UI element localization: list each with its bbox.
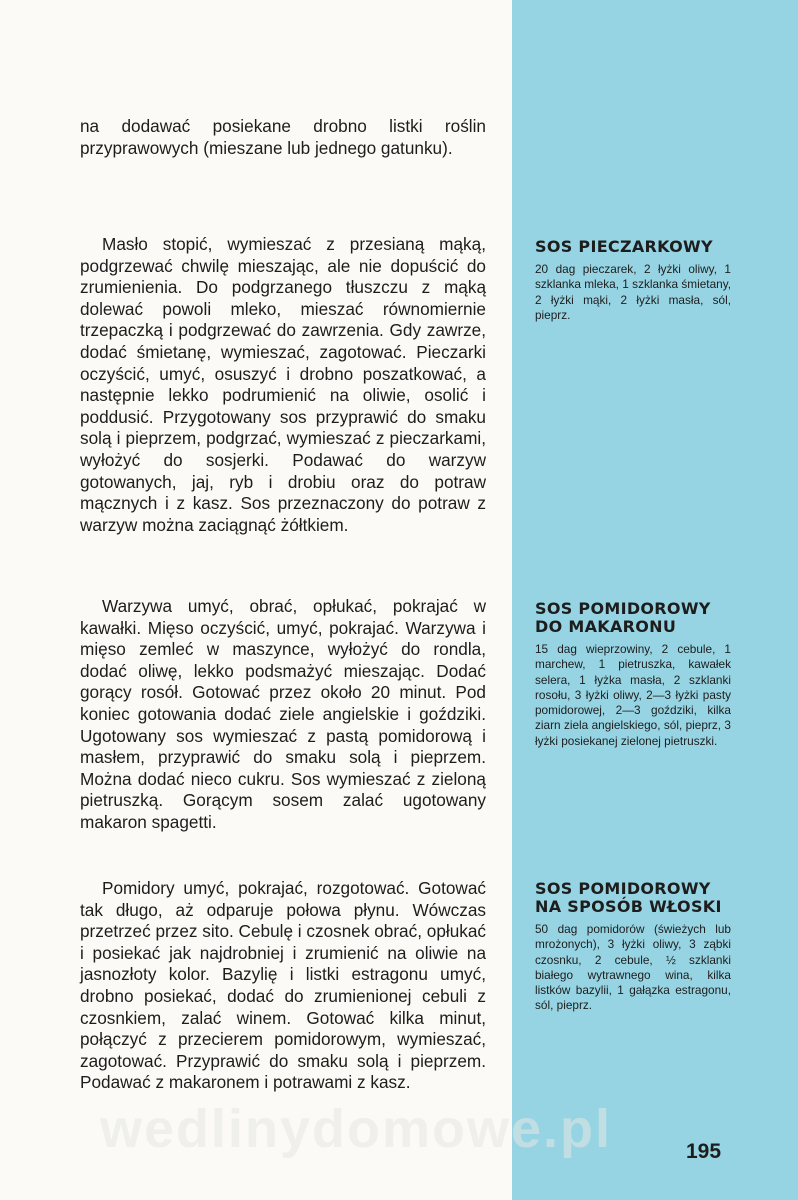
recipe-1-box	[535, 238, 731, 323]
recipe-2-instructions-block	[80, 596, 486, 834]
recipe-3-instructions: Pomidory umyć, pokrajać, rozgotować. Gotować tak długo, aż odparuje połowa płynu. Wówczas przetrzeć przez sito. Cebulę i czosnek obrać, opłukać i posiekać jak najdrobniej i zrumienić na oliwie na jasnozłoty kolor. Bazylię i listki estragonu umyć, drobno posiekać, dodać do zrumienionej cebuli z czosnkiem, zalać winem. Gotować kilka minut, połączyć z przecierem pomidorowym, wymieszać, zagotować. Przyprawić do smaku solą i pieprzem. Podawać z makaronem i potrawami z kasz.	[80, 878, 487, 1093]
recipe-1-ingredients: 20 dag pieczarek, 2 łyżki oliwy, 1 szklanka mleka, 1 szklanka śmietany, 2 łyżki mąki, 2 łyżki masła, sól, pieprz.	[535, 262, 731, 322]
watermark: wedlinydomowe.pl	[100, 1099, 613, 1159]
recipe-2-box	[535, 600, 731, 749]
page-number: 195	[686, 1140, 722, 1163]
recipe-2-ingredients: 15 dag wieprzowiny, 2 cebule, 1 marchew, 1 pietruszka, kawałek selera, 1 łyżka masła, 2 szklanki rosołu, 3 łyżki oliwy, 2—3 łyżki pasty pomidorowej, 2—3 goździki, kilka ziarn ziela angielskiego, sól, pieprz, 3 łyżki posiekanej zielonej pietruszki.	[535, 642, 731, 748]
recipe-3-ingredients: 50 dag pomidorów (świeżych lub mrożonych), 3 łyżki oliwy, 3 ząbki czosnku, 2 cebule, ½ szklanki białego wytrawnego wina, kilka listków bazylii, 1 gałązka estragonu, sól, pieprz.	[535, 922, 731, 1013]
recipe-1-title: SOS PIECZARKOWY	[535, 237, 713, 256]
recipe-1-instructions-block	[80, 234, 486, 536]
recipe-2-instructions: Warzywa umyć, obrać, opłukać, pokrajać w kawałki. Mięso oczyścić, umyć, pokrajać. Warzywa i mięso zemleć w maszynce, wyłożyć do rondla, dodać oliwę, lekko podsmażyć mieszając. Dodać gorący rosół. Gotować przez około 20 minut. Pod koniec gotowania dodać ziele angielskie i goździki. Ugotowany sos wymieszać z pastą pomidorową i masłem, przyprawić do smaku solą i pieprzem. Można dodać nieco cukru. Sos wymieszać z zieloną pietruszką. Gorącym sosem zalać ugotowany makaron spagetti.	[80, 596, 486, 832]
recipe-3-instructions-block	[80, 878, 486, 1094]
recipe-2-title: SOS POMIDOROWY DO MAKARONU	[535, 599, 711, 636]
recipe-3-box	[535, 880, 731, 1014]
recipe-3-title: SOS POMIDOROWY NA SPOSÓB WŁOSKI	[535, 879, 722, 916]
intro-paragraph-block	[80, 116, 486, 159]
recipe-1-instructions: Masło stopić, wymieszać z przesianą mąką, podgrzewać chwilę mieszając, ale nie dopuścić do zrumienienia. Do podgrzanego tłuszczu z mąką dolewać powoli mleko, mieszać równomiernie trzepaczką i podgrzewać do zawrzenia. Gdy zawrze, dodać śmietanę, wymieszać, zagotować. Pieczarki oczyścić, umyć, osuszyć i drobno poszatkować, a następnie lekko podrumienić na oliwie, osolić i poddusić. Przygotowany sos przyprawić do smaku solą i pieprzem, podgrzać, wymieszać z pieczarkami, wyłożyć do sosjerki. Podawać do warzyw gotowanych, jaj, ryb i drobiu oraz do potraw mącznych i z kasz. Sos przeznaczony do potraw z warzyw można zaciągnąć żółtkiem.	[80, 234, 486, 535]
intro-paragraph: na dodawać posiekane drobno listki roślin przyprawowych (mieszane lub jednego gatunku).	[80, 116, 486, 158]
